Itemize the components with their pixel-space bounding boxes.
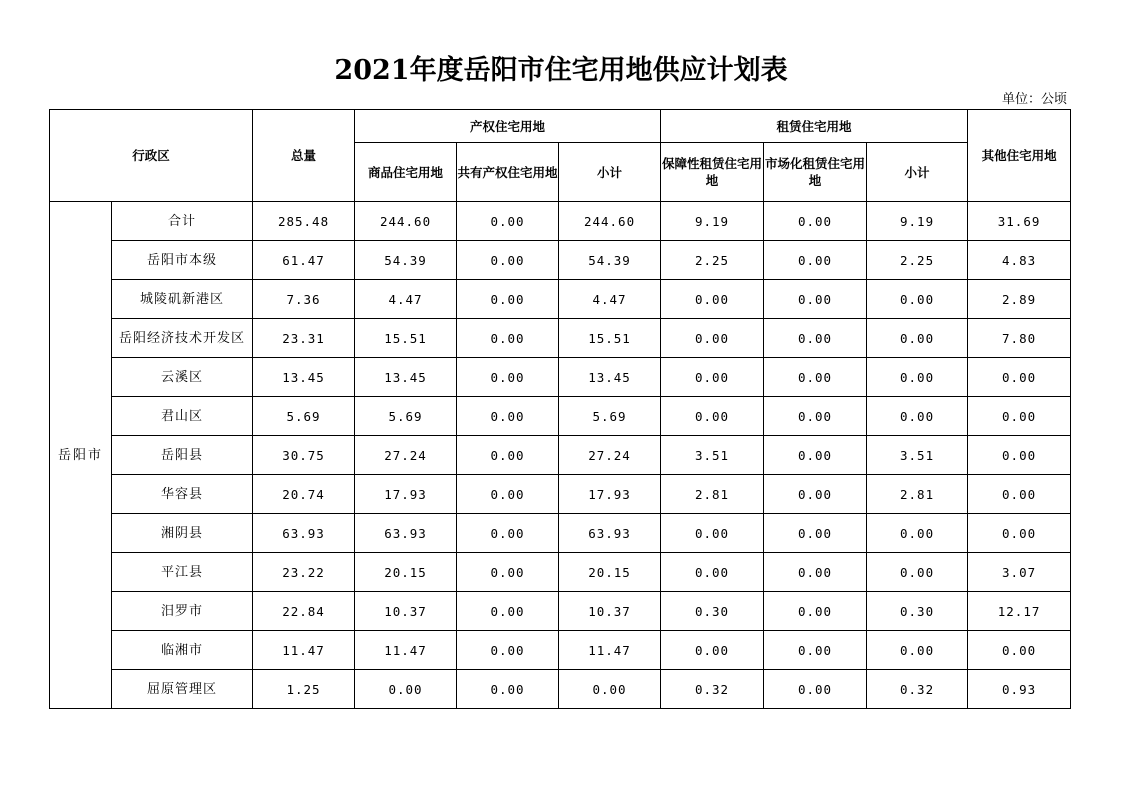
cell-other: 7.80 [968,319,1071,358]
header-market-rental: 市场化租赁住宅用地 [764,143,867,202]
header-other: 其他住宅用地 [968,110,1071,202]
table-row [50,553,1071,592]
cell-ownership-subtotal: 13.45 [559,358,661,397]
header-affordable-rental: 保障性租赁住宅用地 [661,143,764,202]
cell-shared-ownership: 0.00 [457,514,559,553]
cell-commercial: 15.51 [355,319,457,358]
cell-total: 1.25 [253,670,355,709]
header-shared-ownership: 共有产权住宅用地 [457,143,559,202]
cell-rental-subtotal: 0.00 [867,397,968,436]
cell-commercial: 63.93 [355,514,457,553]
cell-ownership-subtotal: 27.24 [559,436,661,475]
cell-ownership-subtotal: 5.69 [559,397,661,436]
cell-region-name: 华容县 [112,475,253,514]
cell-market-rental: 0.00 [764,514,867,553]
cell-market-rental: 0.00 [764,280,867,319]
cell-total: 23.31 [253,319,355,358]
cell-shared-ownership: 0.00 [457,202,559,241]
cell-market-rental: 0.00 [764,202,867,241]
cell-region-name: 临湘市 [112,631,253,670]
cell-rental-subtotal: 0.00 [867,358,968,397]
cell-commercial: 5.69 [355,397,457,436]
cell-affordable-rental: 3.51 [661,436,764,475]
table-row [50,475,1071,514]
cell-market-rental: 0.00 [764,670,867,709]
cell-commercial: 11.47 [355,631,457,670]
cell-shared-ownership: 0.00 [457,397,559,436]
unit-label: 单位：公顷 [1001,92,1067,107]
cell-commercial: 0.00 [355,670,457,709]
cell-affordable-rental: 0.00 [661,397,764,436]
cell-shared-ownership: 0.00 [457,319,559,358]
cell-market-rental: 0.00 [764,319,867,358]
cell-other: 0.00 [968,358,1071,397]
cell-affordable-rental: 0.00 [661,280,764,319]
cell-shared-ownership: 0.00 [457,436,559,475]
table-row [50,592,1071,631]
cell-rental-subtotal: 0.00 [867,553,968,592]
cell-rental-subtotal: 0.00 [867,514,968,553]
header-ownership-subtotal: 小计 [559,143,661,202]
table-row [50,436,1071,475]
cell-affordable-rental: 0.00 [661,319,764,358]
header-region: 行政区 [50,110,253,202]
cell-region-name: 岳阳市本级 [112,241,253,280]
cell-region-name: 湘阴县 [112,514,253,553]
cell-rental-subtotal: 9.19 [867,202,968,241]
table-row [50,397,1071,436]
cell-other: 3.07 [968,553,1071,592]
header-total: 总量 [253,110,355,202]
cell-shared-ownership: 0.00 [457,475,559,514]
table-row [50,202,1071,241]
cell-other: 12.17 [968,592,1071,631]
cell-region-name: 汨罗市 [112,592,253,631]
cell-market-rental: 0.00 [764,631,867,670]
cell-affordable-rental: 0.00 [661,553,764,592]
land-supply-table [49,109,1071,709]
cell-affordable-rental: 0.30 [661,592,764,631]
cell-commercial: 4.47 [355,280,457,319]
cell-total: 63.93 [253,514,355,553]
cell-region-name: 岳阳县 [112,436,253,475]
cell-other: 2.89 [968,280,1071,319]
cell-market-rental: 0.00 [764,241,867,280]
cell-market-rental: 0.00 [764,592,867,631]
cell-rental-subtotal: 2.25 [867,241,968,280]
cell-total: 285.48 [253,202,355,241]
cell-market-rental: 0.00 [764,358,867,397]
cell-market-rental: 0.00 [764,553,867,592]
cell-commercial: 13.45 [355,358,457,397]
header-ownership-group: 产权住宅用地 [355,110,661,143]
cell-total: 11.47 [253,631,355,670]
cell-commercial: 244.60 [355,202,457,241]
cell-region-name: 平江县 [112,553,253,592]
cell-shared-ownership: 0.00 [457,670,559,709]
cell-other: 0.00 [968,397,1071,436]
cell-rental-subtotal: 0.00 [867,319,968,358]
cell-affordable-rental: 2.25 [661,241,764,280]
cell-affordable-rental: 0.00 [661,631,764,670]
cell-other: 0.00 [968,436,1071,475]
cell-total: 61.47 [253,241,355,280]
cell-ownership-subtotal: 244.60 [559,202,661,241]
cell-total: 13.45 [253,358,355,397]
table-row [50,241,1071,280]
cell-market-rental: 0.00 [764,397,867,436]
cell-rental-subtotal: 2.81 [867,475,968,514]
header-commercial: 商品住宅用地 [355,143,457,202]
cell-ownership-subtotal: 20.15 [559,553,661,592]
table-row [50,631,1071,670]
cell-ownership-subtotal: 54.39 [559,241,661,280]
cell-other: 0.93 [968,670,1071,709]
table-row [50,280,1071,319]
cell-ownership-subtotal: 11.47 [559,631,661,670]
cell-total: 20.74 [253,475,355,514]
cell-total: 30.75 [253,436,355,475]
cell-commercial: 10.37 [355,592,457,631]
table-header [50,110,1071,202]
cell-affordable-rental: 0.00 [661,358,764,397]
cell-rental-subtotal: 3.51 [867,436,968,475]
table-row [50,514,1071,553]
table-row [50,670,1071,709]
cell-rental-subtotal: 0.00 [867,631,968,670]
cell-shared-ownership: 0.00 [457,631,559,670]
cell-total: 7.36 [253,280,355,319]
cell-region-name: 合计 [112,202,253,241]
city-cell: 岳阳市 [50,202,112,709]
cell-affordable-rental: 9.19 [661,202,764,241]
cell-shared-ownership: 0.00 [457,358,559,397]
cell-ownership-subtotal: 17.93 [559,475,661,514]
cell-rental-subtotal: 0.30 [867,592,968,631]
header-rental-subtotal: 小计 [867,143,968,202]
header-rental-group: 租赁住宅用地 [661,110,968,143]
cell-total: 23.22 [253,553,355,592]
cell-ownership-subtotal: 63.93 [559,514,661,553]
cell-region-name: 城陵矶新港区 [112,280,253,319]
cell-total: 5.69 [253,397,355,436]
table-body [50,202,1071,709]
cell-shared-ownership: 0.00 [457,280,559,319]
cell-market-rental: 0.00 [764,436,867,475]
cell-other: 4.83 [968,241,1071,280]
table-row [50,319,1071,358]
cell-shared-ownership: 0.00 [457,241,559,280]
cell-total: 22.84 [253,592,355,631]
cell-affordable-rental: 2.81 [661,475,764,514]
cell-other: 31.69 [968,202,1071,241]
cell-commercial: 27.24 [355,436,457,475]
cell-other: 0.00 [968,475,1071,514]
page-title: 2021年度岳阳市住宅用地供应计划表 [334,55,788,86]
cell-rental-subtotal: 0.32 [867,670,968,709]
cell-ownership-subtotal: 0.00 [559,670,661,709]
cell-other: 0.00 [968,514,1071,553]
cell-market-rental: 0.00 [764,475,867,514]
cell-region-name: 岳阳经济技术开发区 [112,319,253,358]
cell-region-name: 君山区 [112,397,253,436]
cell-ownership-subtotal: 4.47 [559,280,661,319]
cell-affordable-rental: 0.00 [661,514,764,553]
cell-commercial: 54.39 [355,241,457,280]
cell-commercial: 20.15 [355,553,457,592]
cell-region-name: 云溪区 [112,358,253,397]
table-row [50,358,1071,397]
cell-other: 0.00 [968,631,1071,670]
cell-commercial: 17.93 [355,475,457,514]
cell-region-name: 屈原管理区 [112,670,253,709]
cell-ownership-subtotal: 10.37 [559,592,661,631]
cell-affordable-rental: 0.32 [661,670,764,709]
cell-shared-ownership: 0.00 [457,592,559,631]
cell-ownership-subtotal: 15.51 [559,319,661,358]
cell-shared-ownership: 0.00 [457,553,559,592]
cell-rental-subtotal: 0.00 [867,280,968,319]
